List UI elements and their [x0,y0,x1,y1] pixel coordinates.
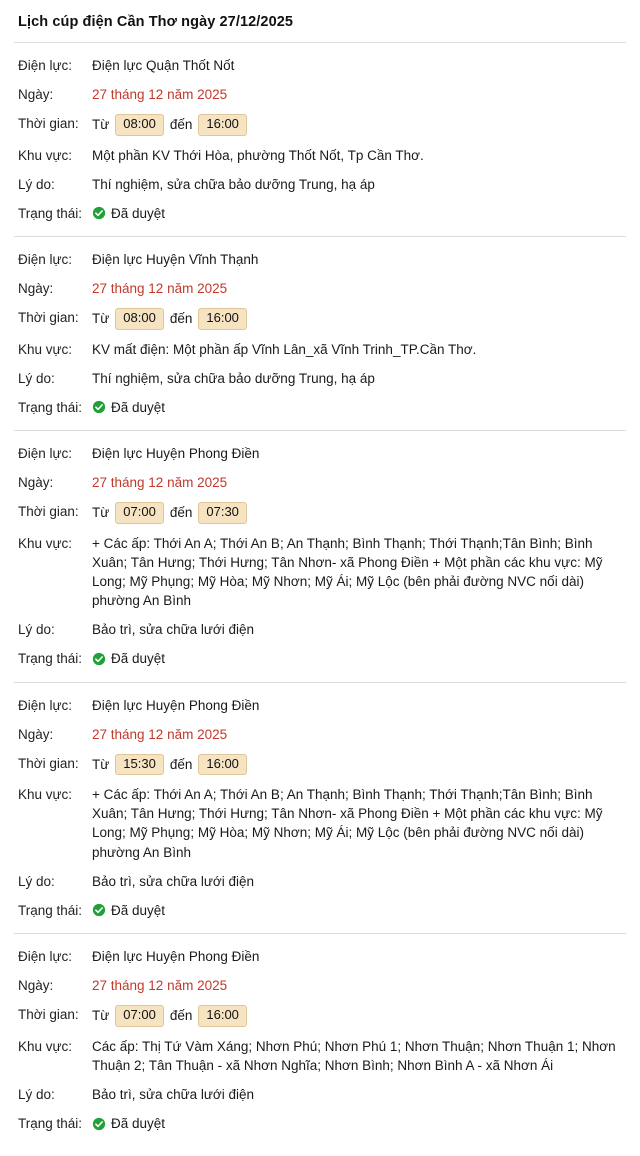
value-company: Điện lực Huyện Vĩnh Thạnh [92,252,259,268]
row-time [14,749,626,780]
row-company [14,51,626,80]
row-time [14,1000,626,1031]
value-time [88,1005,626,1026]
time-word-to: đến [169,1008,193,1024]
label-reason: Lý do: [18,873,55,889]
value-area: Các ấp: Thị Tứ Vàm Xáng; Nhơn Phú; Nhơn Phú 1; Nhơn Thuận; Nhơn Thuận 1; Nhơn Thuận 2; Tân Thuận - xã Nhơn Nghĩa; Nhơn Bình; Nhơn Bình A - xã Nhơn Ái [92,1038,616,1073]
value-company: Điện lực Huyện Phong Điền [92,697,260,713]
value-status [88,204,626,223]
label-date: Ngày: [18,87,54,103]
label-reason: Lý do: [18,176,55,192]
row-time [14,497,626,528]
label-area: Khu vực: [18,147,73,163]
label-status: Trạng thái: [18,902,83,918]
label-time: Thời gian: [18,755,79,771]
time-chip-to: 16:00 [198,754,247,775]
row-reason [14,364,626,393]
row-reason [14,867,626,896]
label-area: Khu vực: [18,535,73,551]
value-reason: Bảo trì, sửa chữa lưới điện [92,622,255,638]
time-word-to: đến [169,505,193,521]
outage-list [14,43,626,1146]
time-word-from: Từ [92,756,110,772]
value-company: Điện lực Quận Thốt Nốt [92,58,235,73]
check-circle-icon [92,400,106,414]
row-date [14,720,626,749]
row-time [14,109,626,140]
value-area: Một phần KV Thới Hòa, phường Thốt Nốt, Tp Cần Thơ. [92,147,424,163]
check-circle-icon [92,652,106,666]
outage-block [14,43,626,236]
row-area [14,1032,626,1080]
row-status [14,644,626,673]
outage-block [14,237,626,430]
outage-block [14,683,626,934]
value-date: 27 tháng 12 năm 2025 [92,978,228,994]
time-word-to: đến [169,311,193,327]
label-reason: Lý do: [18,622,55,638]
time-chip-to: 16:00 [198,1005,247,1026]
outage-block [14,431,626,682]
label-status: Trạng thái: [18,1116,83,1132]
row-reason [14,170,626,199]
label-status: Trạng thái: [18,651,83,667]
label-area: Khu vực: [18,341,73,357]
label-date: Ngày: [18,281,54,297]
row-company [14,691,626,720]
status-text: Đã duyệt [111,205,166,221]
value-date: 27 tháng 12 năm 2025 [92,726,228,742]
value-area: KV mất điện: Một phần ấp Vĩnh Lân_xã Vĩnh Trinh_TP.Cần Thơ. [92,341,477,357]
label-company: Điện lực: [18,58,73,73]
row-date [14,971,626,1000]
label-time: Thời gian: [18,504,79,520]
time-chip-from: 07:00 [115,502,164,523]
outage-block [14,934,626,1146]
label-date: Ngày: [18,726,54,742]
row-time [14,303,626,334]
label-company: Điện lực: [18,949,73,965]
row-status [14,199,626,228]
label-date: Ngày: [18,475,54,491]
row-company [14,245,626,274]
label-date: Ngày: [18,978,54,994]
time-chip-from: 08:00 [115,308,164,329]
value-status [88,1114,626,1133]
value-company: Điện lực Huyện Phong Điền [92,949,260,965]
value-time [88,114,626,135]
check-circle-icon [92,206,106,220]
label-company: Điện lực: [18,697,73,713]
time-chip-to: 16:00 [198,308,247,329]
row-status [14,1109,626,1138]
time-chip-to: 07:30 [198,502,247,523]
value-time [88,308,626,329]
value-time [88,754,626,775]
value-status [88,649,626,668]
label-time: Thời gian: [18,1007,79,1023]
label-time: Thời gian: [18,116,79,132]
row-status [14,393,626,422]
label-area: Khu vực: [18,1038,73,1054]
value-area: + Các ấp: Thới An A; Thới An B; An Thạnh; Bình Thạnh; Thới Thạnh;Tân Bình; Bình Xuân; Tân Hưng; Thới Hưng; Tân Nhơn- xã Phong Điền + Một phần các khu vực: Mỹ Long; Mỹ Phụng; Mỹ Hòa; Mỹ Nhơn; Mỹ Ái; Mỹ Lộc (bên phải đường NVC nối dài) phường An Bình [92,535,603,609]
label-status: Trạng thái: [18,399,83,415]
value-reason: Thí nghiệm, sửa chữa bảo dưỡng Trung, hạ áp [92,176,375,192]
time-word-from: Từ [92,1008,110,1024]
row-area [14,780,626,867]
value-date: 27 tháng 12 năm 2025 [92,281,228,297]
row-area [14,335,626,364]
time-chip-from: 15:30 [115,754,164,775]
label-reason: Lý do: [18,1086,55,1102]
row-date [14,80,626,109]
label-area: Khu vực: [18,787,73,803]
time-word-to: đến [169,756,193,772]
value-area: + Các ấp: Thới An A; Thới An B; An Thạnh; Bình Thạnh; Thới Thạnh;Tân Bình; Bình Xuân; Tân Hưng; Thới Hưng; Tân Nhơn- xã Phong Điền + Một phần các khu vực: Mỹ Long; Mỹ Phụng; Mỹ Hòa; Mỹ Nhơn; Mỹ Ái; Mỹ Lộc (bên phải đường NVC nối dài) phường An Bình [92,787,603,860]
row-date [14,274,626,303]
check-circle-icon [92,903,106,917]
row-reason [14,615,626,644]
label-company: Điện lực: [18,446,73,462]
value-reason: Thí nghiệm, sửa chữa bảo dưỡng Trung, hạ áp [92,370,375,386]
row-company [14,439,626,468]
row-status [14,896,626,925]
row-company [14,942,626,971]
status-text: Đã duyệt [111,651,166,667]
time-chip-from: 08:00 [115,114,164,135]
page-title: Lịch cúp điện Cần Thơ ngày 27/12/2025 [18,14,294,30]
status-text: Đã duyệt [111,902,166,918]
time-word-from: Từ [92,505,110,521]
label-company: Điện lực: [18,252,73,268]
time-chip-to: 16:00 [198,114,247,135]
row-area [14,529,626,616]
value-date: 27 tháng 12 năm 2025 [92,475,228,491]
value-company: Điện lực Huyện Phong Điền [92,446,260,462]
value-status [88,398,626,417]
value-reason: Bảo trì, sửa chữa lưới điện [92,873,255,889]
time-word-from: Từ [92,311,110,327]
time-word-from: Từ [92,117,110,133]
time-word-to: đến [169,117,193,133]
time-chip-from: 07:00 [115,1005,164,1026]
value-status [88,901,626,920]
status-text: Đã duyệt [111,399,166,415]
value-time [88,502,626,523]
row-date [14,468,626,497]
value-reason: Bảo trì, sửa chữa lưới điện [92,1086,255,1102]
check-circle-icon [92,1117,106,1131]
label-time: Thời gian: [18,310,79,326]
status-text: Đã duyệt [111,1116,166,1132]
label-reason: Lý do: [18,370,55,386]
row-area [14,141,626,170]
row-reason [14,1080,626,1109]
value-date: 27 tháng 12 năm 2025 [92,87,228,103]
label-status: Trạng thái: [18,205,83,221]
